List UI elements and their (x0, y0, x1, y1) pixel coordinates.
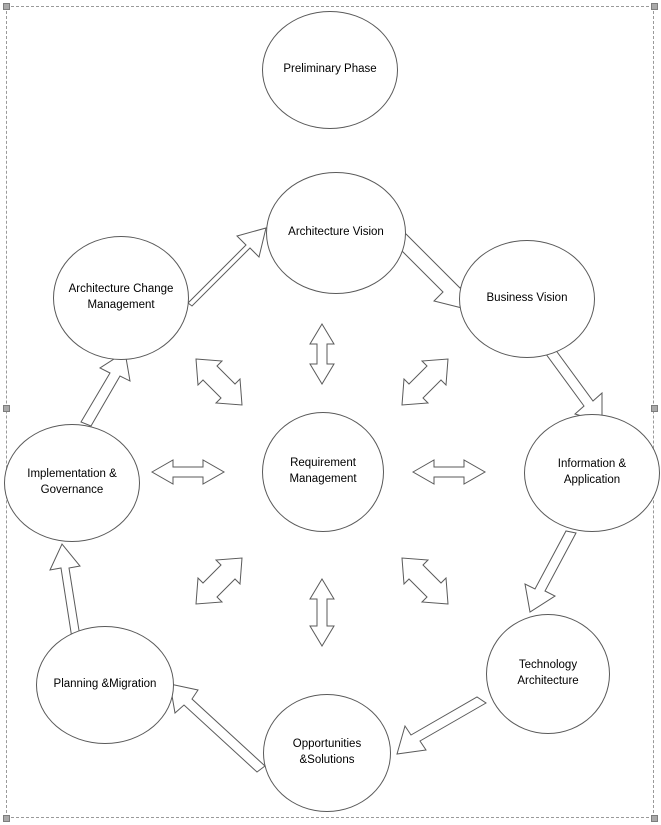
node-architecture-change-management[interactable] (53, 236, 189, 360)
arrow-business-requirements (402, 359, 448, 405)
arrow-technology-requirements (402, 558, 448, 604)
arrow-information-to-technology (525, 531, 576, 612)
arrow-planning-to-implementation (50, 544, 81, 645)
node-information-application[interactable] (524, 414, 660, 532)
node-implementation-governance[interactable] (4, 424, 140, 542)
node-preliminary-phase[interactable] (262, 11, 398, 129)
node-technology-architecture[interactable] (486, 614, 610, 734)
node-label-line: Application (563, 474, 621, 486)
arrow-change-mgmt-requirements (196, 359, 242, 405)
arrow-information-requirements (413, 460, 485, 484)
arrow-business-to-information (543, 345, 602, 422)
node-label-line: Business Vision (486, 292, 568, 305)
node-label-line: Information & (557, 458, 627, 471)
node-label-line: Preliminary Phase (283, 63, 377, 76)
node-planning-migration[interactable] (36, 626, 174, 744)
node-business-vision[interactable] (459, 240, 595, 358)
arrow-implementation-requirements (152, 460, 224, 484)
arrow-implementation-to-change-mgmt (81, 352, 130, 426)
node-label-line: Implementation & (27, 468, 117, 481)
arrow-change-mgmt-to-vision (188, 228, 266, 306)
arrow-technology-to-opportunities (397, 697, 486, 754)
node-label-line: &Solutions (299, 754, 355, 766)
arrow-vision-requirements (310, 324, 334, 384)
node-label-line: Architecture Change (68, 283, 174, 296)
node-label-line: Requirement (290, 457, 356, 470)
node-label-line: Management (87, 299, 155, 311)
node-requirement-management[interactable] (262, 412, 384, 532)
node-label-line: Opportunities (292, 738, 362, 751)
node-opportunities-solutions[interactable] (263, 694, 391, 812)
node-label-line: Governance (40, 484, 104, 496)
node-label-line: Technology (518, 659, 578, 672)
arrow-planning-requirements (196, 558, 242, 604)
node-label-line: Architecture Vision (288, 226, 384, 239)
node-label-line: Architecture (517, 675, 579, 687)
node-label-line: Management (289, 473, 357, 485)
arrow-opportunities-requirements (310, 579, 334, 646)
arrow-opportunities-to-planning (170, 684, 265, 772)
node-architecture-vision[interactable] (266, 172, 406, 294)
node-label-line: Planning &Migration (53, 678, 157, 691)
